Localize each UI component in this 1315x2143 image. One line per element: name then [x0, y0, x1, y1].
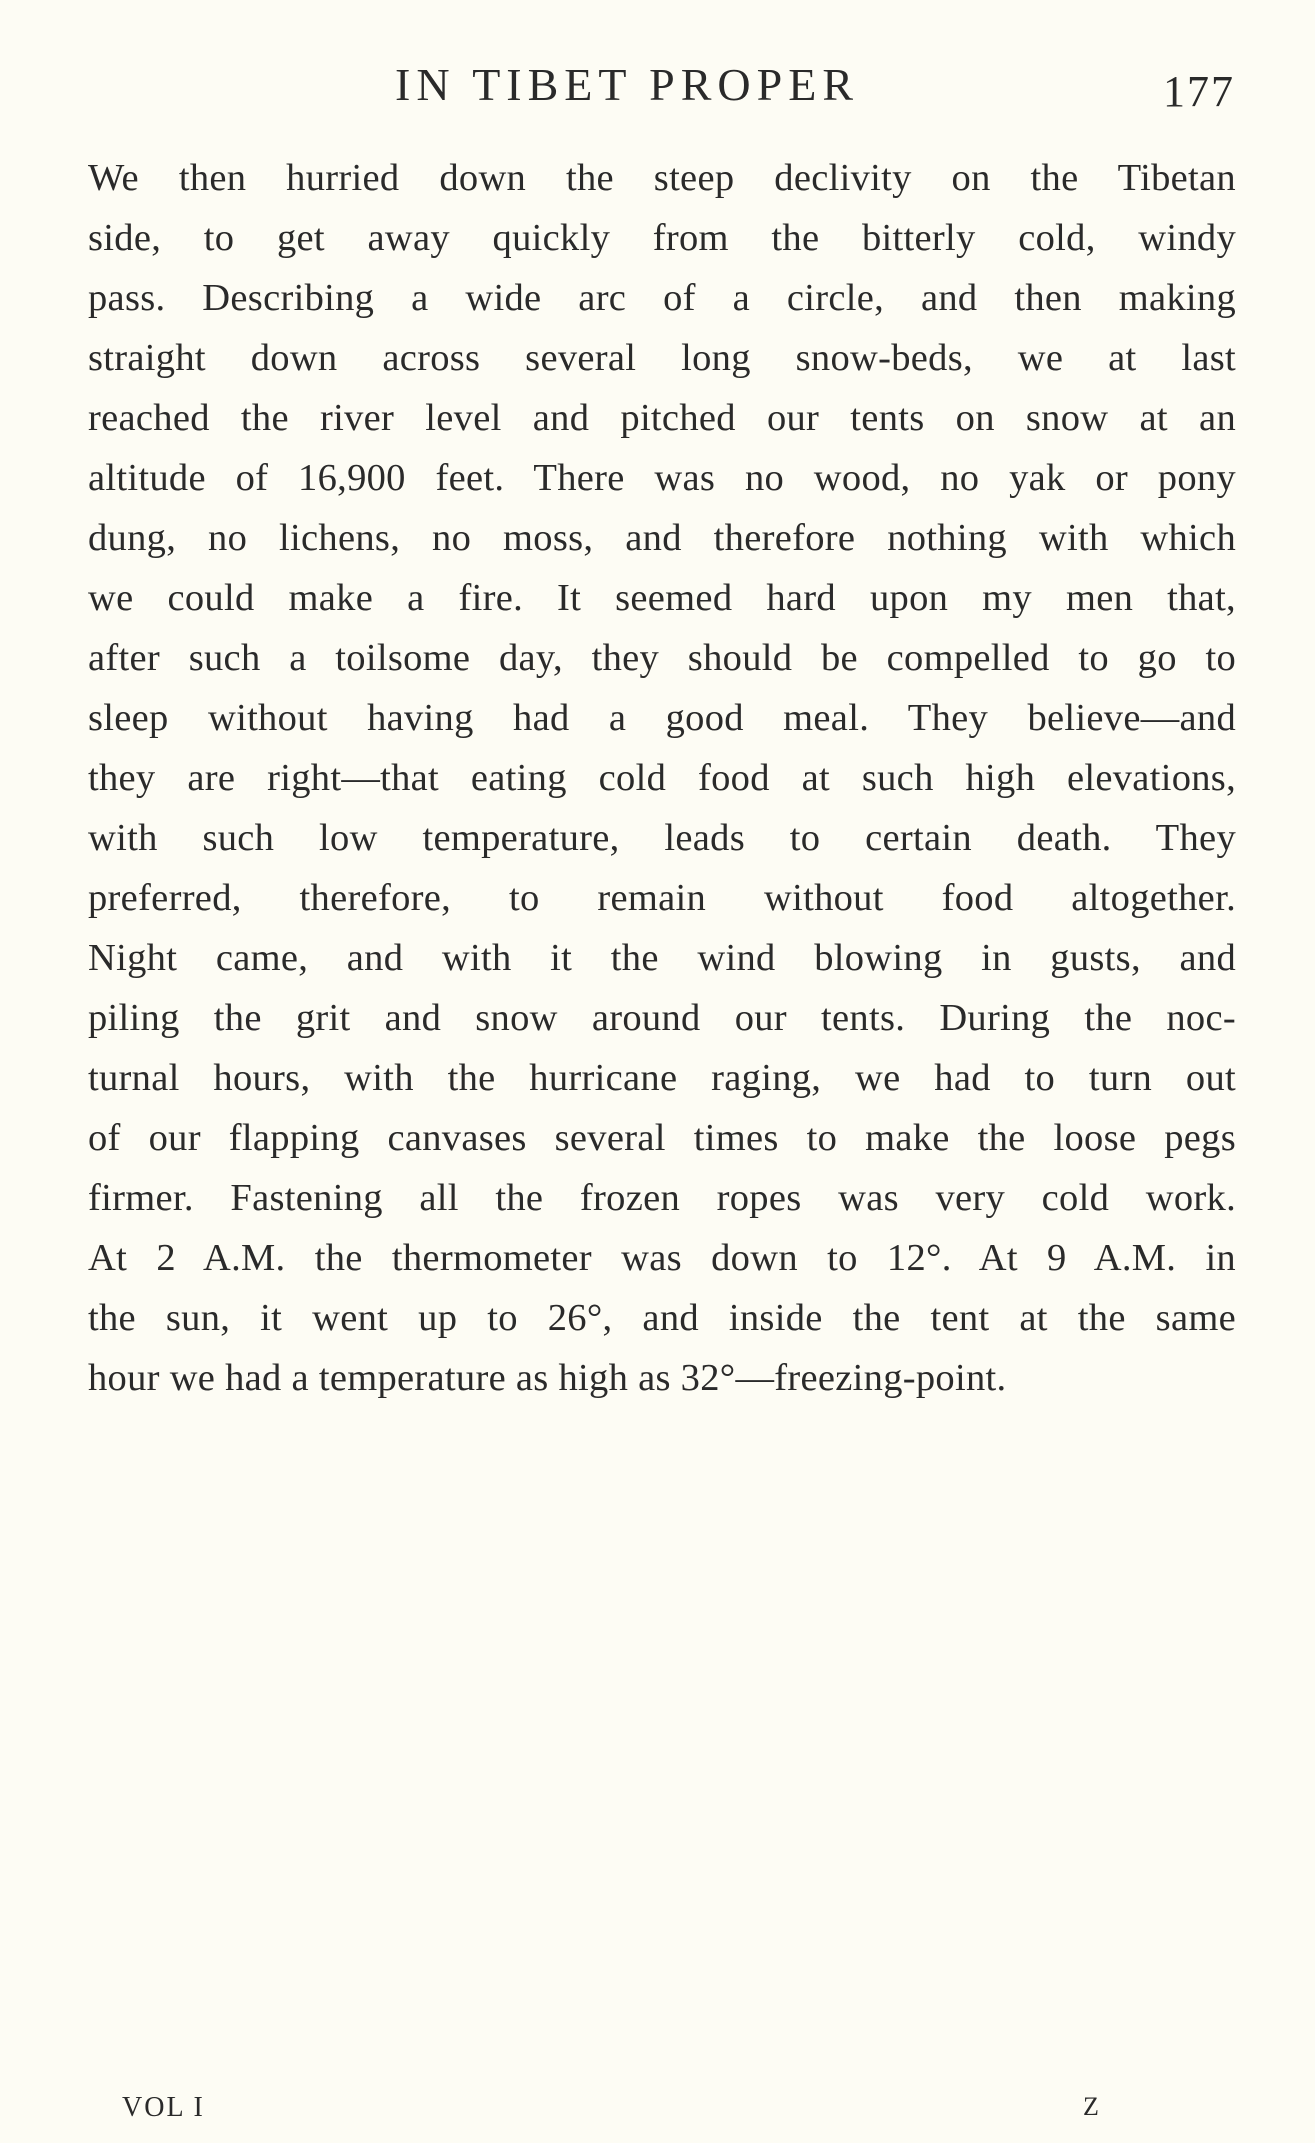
volume-signature: VOL I: [122, 2092, 205, 2123]
body-text: [88, 148, 1236, 1408]
text-line: they are right—that eating cold food at such high elevations,: [88, 757, 1236, 799]
text-line-last: hour we had a temperature as high as 32°—freezing-point.: [88, 1357, 1007, 1399]
text-line: sleep without having had a good meal. They believe—and: [88, 697, 1236, 739]
text-line: straight down across several long snow-beds, we at last: [88, 337, 1236, 379]
text-line: with such low temperature, leads to certain death. They: [88, 817, 1236, 859]
text-line: of our flapping canvases several times to make the loose pegs: [88, 1117, 1236, 1159]
text-line: side, to get away quickly from the bitterly cold, windy: [88, 217, 1236, 259]
text-line: pass. Describing a wide arc of a circle, and then making: [88, 277, 1236, 319]
running-title: IN TIBET PROPER: [395, 59, 860, 110]
text-line: firmer. Fastening all the frozen ropes was very cold work.: [88, 1177, 1236, 1219]
text-line: the sun, it went up to 26°, and inside the tent at the same: [88, 1297, 1236, 1339]
text-line: altitude of 16,900 feet. There was no wood, no yak or pony: [88, 457, 1236, 499]
text-line: preferred, therefore, to remain without food altogether.: [88, 877, 1236, 919]
page-number: 177: [1163, 67, 1235, 116]
text-line: dung, no lichens, no moss, and therefore nothing with which: [88, 517, 1236, 559]
text-line: piling the grit and snow around our tents. During the noc-: [88, 997, 1236, 1039]
text-line: Night came, and with it the wind blowing in gusts, and: [88, 937, 1236, 979]
signature-letter: Z: [1083, 2092, 1099, 2121]
text-line: we could make a fire. It seemed hard upon my men that,: [88, 577, 1236, 619]
text-line: We then hurried down the steep declivity on the Tibetan: [88, 157, 1236, 199]
text-line: after such a toilsome day, they should be compelled to go to: [88, 637, 1236, 679]
running-head: [0, 58, 1315, 118]
text-line: turnal hours, with the hurricane raging, we had to turn out: [88, 1057, 1236, 1099]
text-line: reached the river level and pitched our tents on snow at an: [88, 397, 1236, 439]
text-line: At 2 A.M. the thermometer was down to 12°. At 9 A.M. in: [88, 1237, 1236, 1279]
